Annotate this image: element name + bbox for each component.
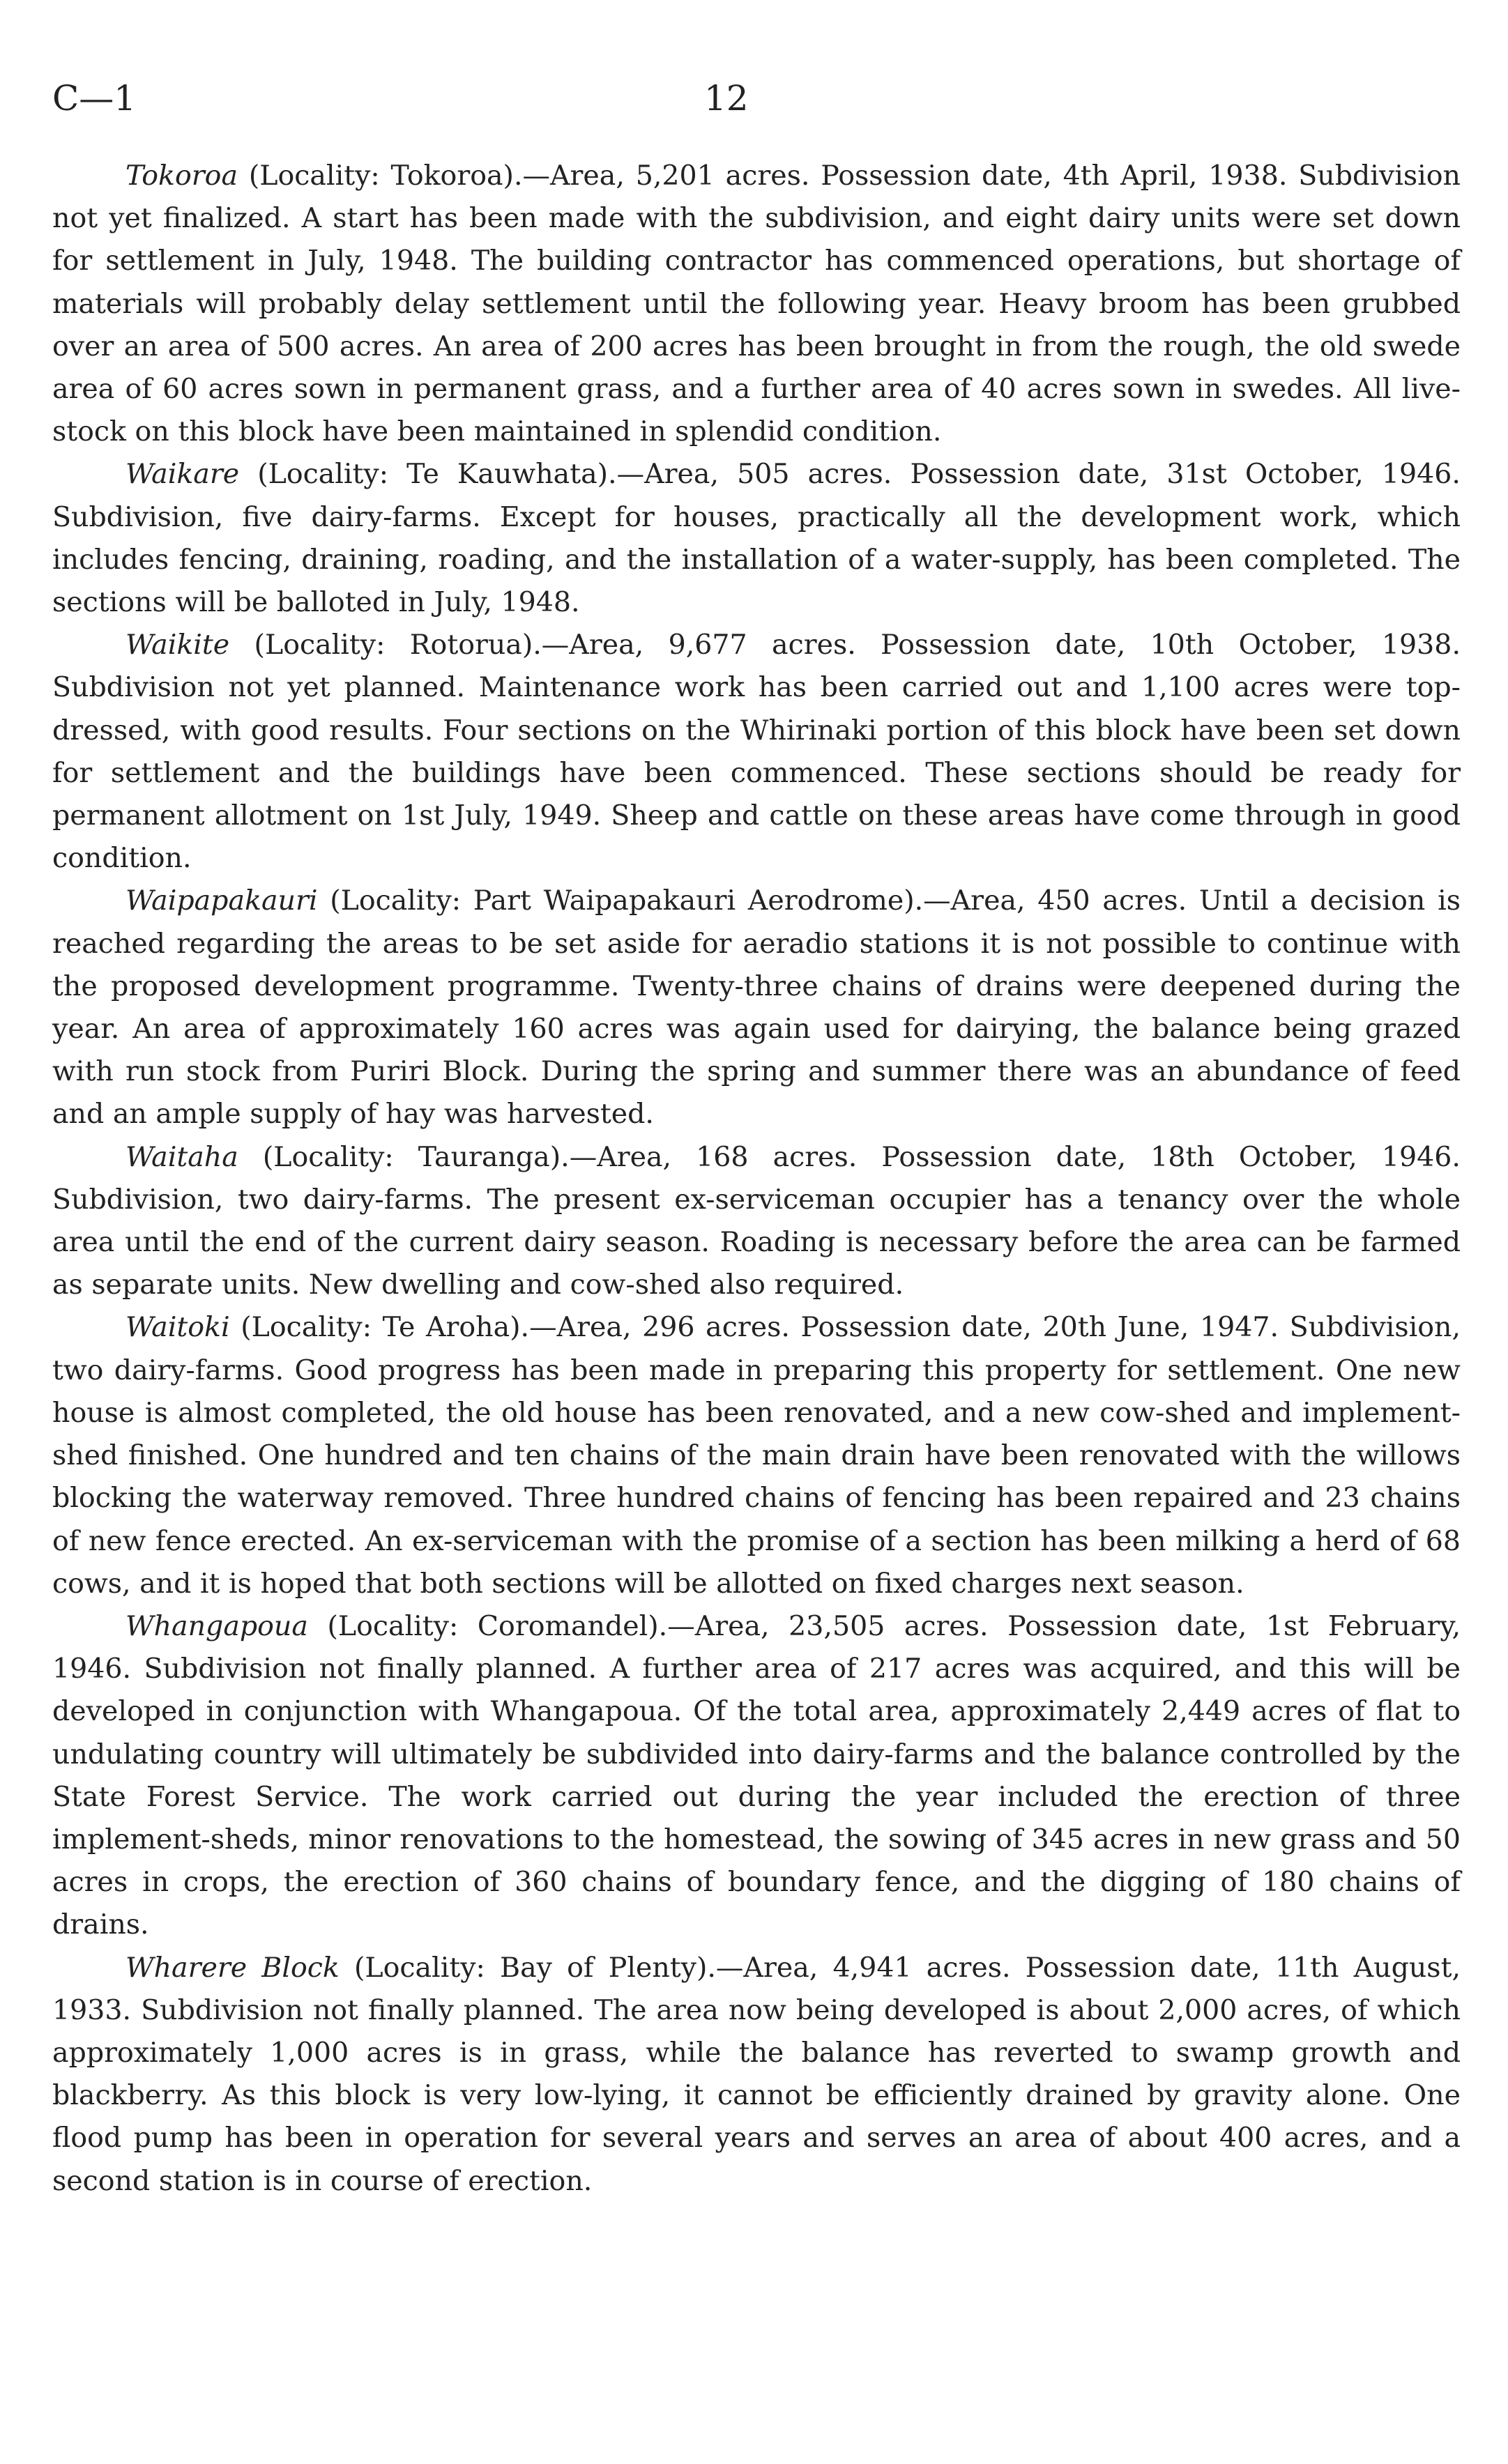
paragraph-text: (Locality: Te Kauwhata).—Area, 505 acres. Possession date, 31st October, 1946. Subdivision, five dairy-farms. Except for houses, practically all the development work, which includes fencing, draining, roading, and the installation of a water-supply, has been completed. The sections will be balloted in July, 1948. bbox=[52, 458, 1461, 619]
block-name: Waipapakauri bbox=[125, 885, 318, 917]
block-name: Waitoki bbox=[125, 1311, 230, 1344]
page-number: 12 bbox=[704, 78, 749, 118]
paragraph-text: (Locality: Tokoroa).—Area, 5,201 acres. Possession date, 4th April, 1938. Subdivision not yet finalized. A start has been made with the subdivision, and eight dairy units were set down for settlement in July, 1948. The building contractor has commenced operations, but shortage of materials will probably delay settlement until the following year. Heavy broom has been grubbed over an area of 500 acres. An area of 200 acres has been brought in from the rough, the old swede area of 60 acres sown in permanent grass, and a further area of 40 acres sown in swedes. All live-stock on this block have been maintained in splendid condition. bbox=[52, 160, 1461, 448]
body-text bbox=[52, 155, 1461, 2203]
paragraph-text: (Locality: Coromandel).—Area, 23,505 acres. Possession date, 1st February, 1946. Subdivision not finally planned. A further area of 217 acres was acquired, and this will be developed in conjunction with Whangapoua. Of the total area, approximately 2,449 acres of flat to undulating country will ultimately be subdivided into dairy-farms and the balance controlled by the State Forest Service. The work carried out during the year included the erection of three implement-sheds, minor renovations to the homestead, the sowing of 345 acres in new grass and 50 acres in crops, the erection of 360 chains of boundary fence, and the digging of 180 chains of drains. bbox=[52, 1609, 1461, 1941]
block-name: Whangapoua bbox=[125, 1609, 308, 1642]
paragraph-text: (Locality: Tauranga).—Area, 168 acres. Possession date, 18th October, 1946. Subdivision, two dairy-farms. The present ex-serviceman occupier has a tenancy over the whole area until the end of the current dairy season. Roading is necessary before the area can be farmed as separate units. New dwelling and cow-shed also required. bbox=[52, 1140, 1461, 1301]
paragraph-text: (Locality: Part Waipapakauri Aerodrome).—Area, 450 acres. Until a decision is reached regarding the areas to be set aside for aeradio stations it is not possible to continue with the proposed development programme. Twenty-three chains of drains were deepened during the year. An area of approximately 160 acres was again used for dairying, the balance being grazed with run stock from Puriri Block. During the spring and summer there was an abundance of feed and an ample supply of hay was harvested. bbox=[52, 885, 1461, 1131]
paragraph-text: (Locality: Te Aroha).—Area, 296 acres. Possession date, 20th June, 1947. Subdivision, two dairy-farms. Good progress has been made in preparing this property for settlement. One new house is almost completed, the old house has been renovated, and a new cow-shed and implement-shed finished. One hundred and ten chains of the main drain have been renovated with the willows blocking the waterway removed. Three hundred chains of fencing has been repaired and 23 chains of new fence erected. An ex-serviceman with the promise of a section has been milking a herd of 68 cows, and it is hoped that both sections will be allotted on fixed charges next season. bbox=[52, 1311, 1461, 1600]
paragraph-tokoroa bbox=[52, 155, 1461, 453]
paragraph-waipapakauri bbox=[52, 880, 1461, 1135]
paragraph-wharere-block bbox=[52, 1947, 1461, 2203]
block-name: Wharere Block bbox=[125, 1951, 340, 1984]
paragraph-whangapoua bbox=[52, 1605, 1461, 1947]
paragraph-waikare bbox=[52, 453, 1461, 624]
paragraph-text: (Locality: Bay of Plenty).—Area, 4,941 acres. Possession date, 11th August, 1933. Subdivision not finally planned. The area now being developed is about 2,000 acres, of which approximately 1,000 acres is in grass, while the balance has reverted to swamp growth and blackberry. As this block is very low-lying, it cannot be efficiently drained by gravity alone. One flood pump has been in operation for several years and serves an area of about 400 acres, and a second station is in course of erection. bbox=[52, 1951, 1461, 2197]
block-name: Tokoroa bbox=[125, 160, 238, 192]
paragraph-waikite bbox=[52, 624, 1461, 880]
block-name: Waikite bbox=[125, 629, 230, 661]
paragraph-text: (Locality: Rotorua).—Area, 9,677 acres. Possession date, 10th October, 1938. Subdivision not yet planned. Maintenance work has been carried out and 1,100 acres were top-dressed, with good results. Four sections on the Whirinaki portion of this block have been set down for settlement and the buildings have been commenced. These sections should be ready for permanent allotment on 1st July, 1949. Sheep and cattle on these areas have come through in good condition. bbox=[52, 629, 1461, 875]
paragraph-waitoki bbox=[52, 1306, 1461, 1605]
paragraph-waitaha bbox=[52, 1136, 1461, 1307]
block-name: Waitaha bbox=[125, 1140, 238, 1173]
block-name: Waikare bbox=[125, 458, 240, 491]
document-code: C—1 bbox=[52, 78, 137, 118]
